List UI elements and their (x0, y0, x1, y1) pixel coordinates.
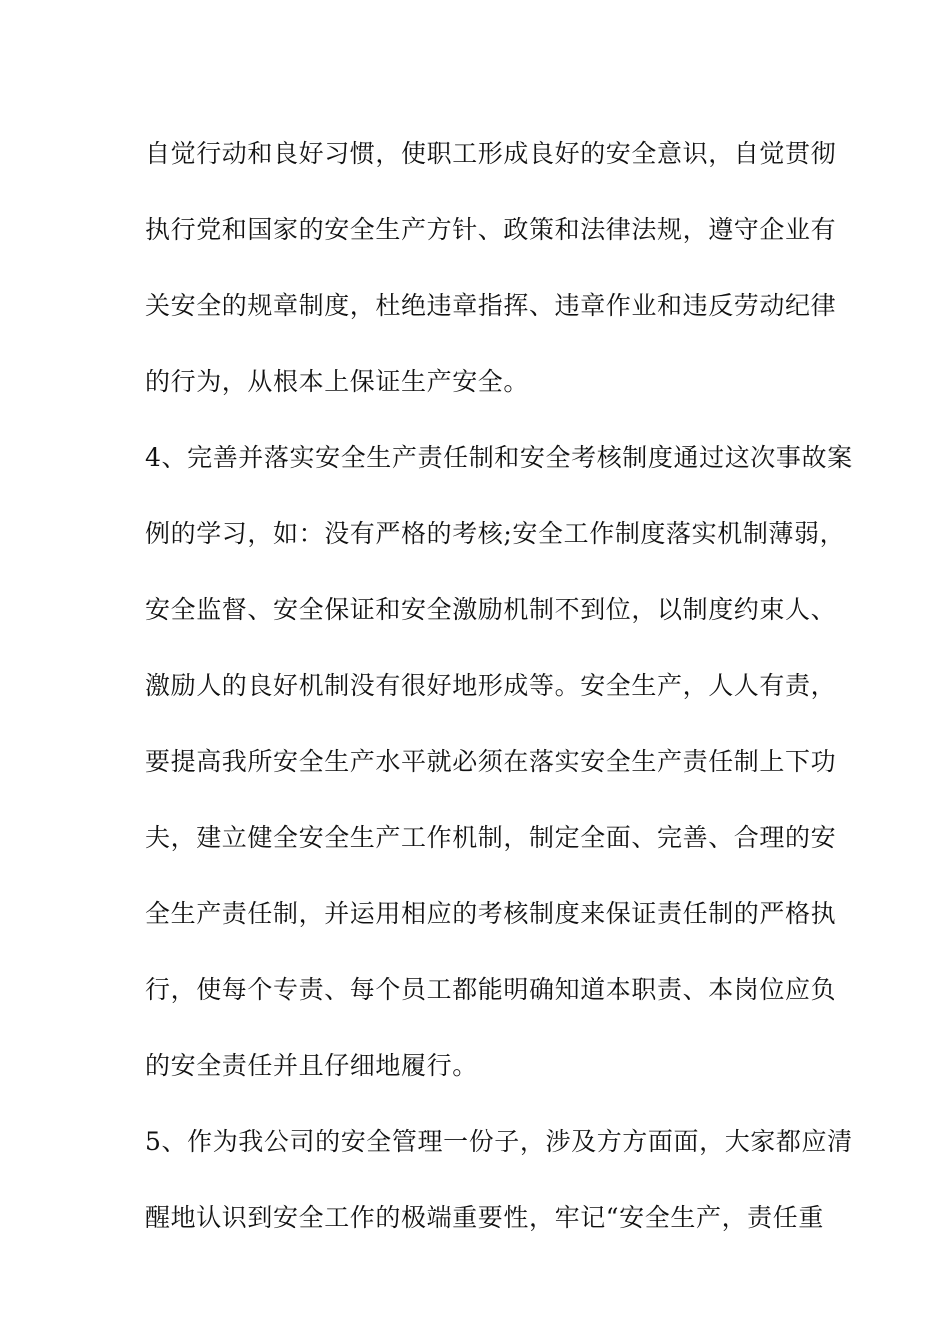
text-line: 全生产责任制，并运用相应的考核制度来保证责任制的严格执 (145, 899, 837, 928)
text-line: 行，使每个专责、每个员工都能明确知道本职责、本岗位应负 (145, 975, 837, 1004)
text-line: 例的学习，如：没有严格的考核;安全工作制度落实机制薄弱， (145, 519, 846, 548)
text-line: 醒地认识到安全工作的极端重要性，牢记“安全生产，责任重 (145, 1203, 824, 1232)
text-line: 自觉行动和良好习惯，使职工形成良好的安全意识，自觉贯彻 (145, 139, 837, 168)
text-line: 安全监督、安全保证和安全激励机制不到位，以制度约束人、 (145, 595, 837, 624)
text-line: 5、作为我公司的安全管理一份子，涉及方方面面，大家都应清 (145, 1127, 853, 1156)
text-line: 关安全的规章制度，杜绝违章指挥、违章作业和违反劳动纪律 (145, 291, 837, 320)
document-body (145, 128, 853, 1268)
text-line: 激励人的良好机制没有很好地形成等。安全生产，人人有责， (145, 671, 837, 700)
text-line: 的行为，从根本上保证生产安全。 (145, 367, 530, 396)
text-line: 要提高我所安全生产水平就必须在落实安全生产责任制上下功 (145, 747, 837, 776)
text-line: 夫，建立健全安全生产工作机制，制定全面、完善、合理的安 (145, 823, 837, 852)
text-line: 的安全责任并且仔细地履行。 (145, 1051, 478, 1080)
text-line: 执行党和国家的安全生产方针、政策和法律法规，遵守企业有 (145, 215, 837, 244)
text-line: 4、完善并落实安全生产责任制和安全考核制度通过这次事故案 (145, 443, 853, 472)
